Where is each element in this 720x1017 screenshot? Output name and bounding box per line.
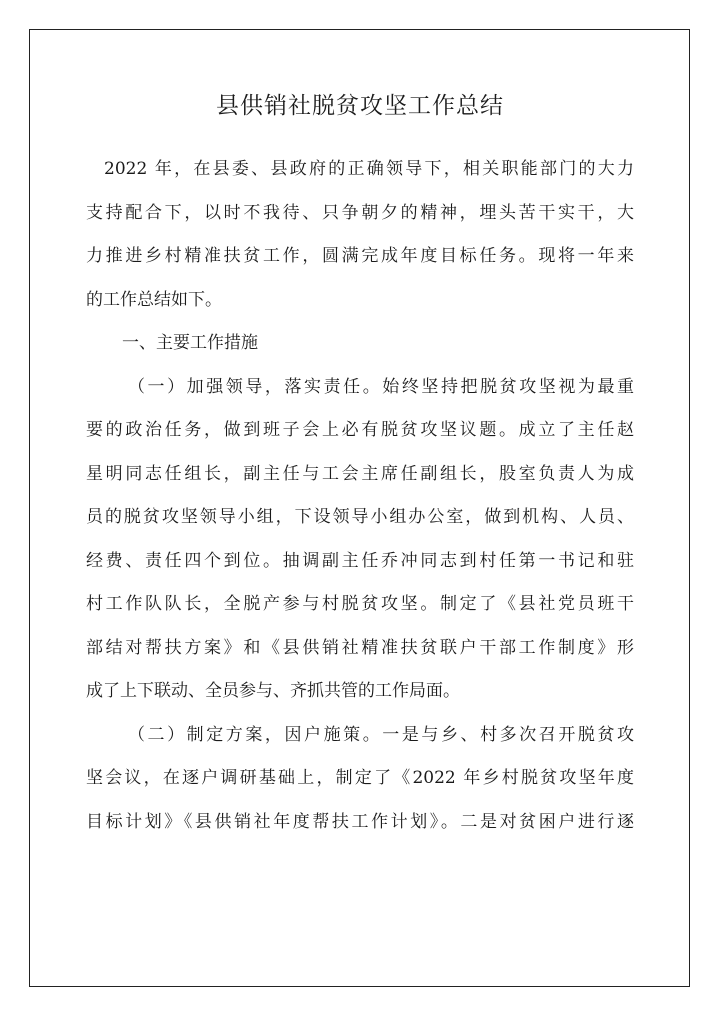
paragraph-line: 成了上下联动、全员参与、齐抓共管的工作局面。 [86, 681, 460, 701]
paragraph-line: 村工作队队长，全脱产参与村脱贫攻坚。制定了《县社党员班干 [86, 594, 634, 614]
paragraph-line: 部结对帮扶方案》和《县供销社精准扶贫联户干部工作制度》形 [86, 637, 634, 658]
paragraph-line: 坚会议，在逐户调研基础上，制定了《2022 年乡村脱贫攻坚年度 [86, 768, 634, 788]
paragraph-line: 2022 年，在县委、县政府的正确领导下，相关职能部门的大力 [104, 159, 634, 179]
paragraph-line: 星明同志任组长，副主任与工会主席任副组长，股室负责人为成 [86, 463, 634, 484]
paragraph-line: （二）制定方案，因户施策。一是与乡、村多次召开脱贫攻 [128, 724, 634, 745]
document-body [86, 148, 634, 844]
document-title: 县供销社脱贫攻坚工作总结 [216, 93, 504, 119]
paragraph-line: 要的政治任务，做到班子会上必有脱贫攻坚议题。成立了主任赵 [86, 420, 634, 440]
paragraph-line: 的工作总结如下。 [86, 289, 222, 310]
paragraph-line: （一）加强领导，落实责任。始终坚持把脱贫攻坚视为最重 [128, 376, 634, 397]
paragraph-line: 力推进乡村精准扶贫工作，圆满完成年度目标任务。现将一年来 [86, 246, 634, 266]
paragraph-line: 支持配合下，以时不我待、只争朝夕的精神，埋头苦干实干，大 [86, 202, 634, 223]
paragraph-line: 经费、责任四个到位。抽调副主任乔冲同志到村任第一书记和驻 [86, 550, 634, 571]
section-heading: 一、主要工作措施 [122, 333, 258, 353]
paragraph-line: 目标计划》《县供销社年度帮扶工作计划》。二是对贫困户进行逐 [86, 811, 634, 832]
paragraph-line: 员的脱贫攻坚领导小组，下设领导小组办公室，做到机构、人员、 [86, 507, 634, 527]
